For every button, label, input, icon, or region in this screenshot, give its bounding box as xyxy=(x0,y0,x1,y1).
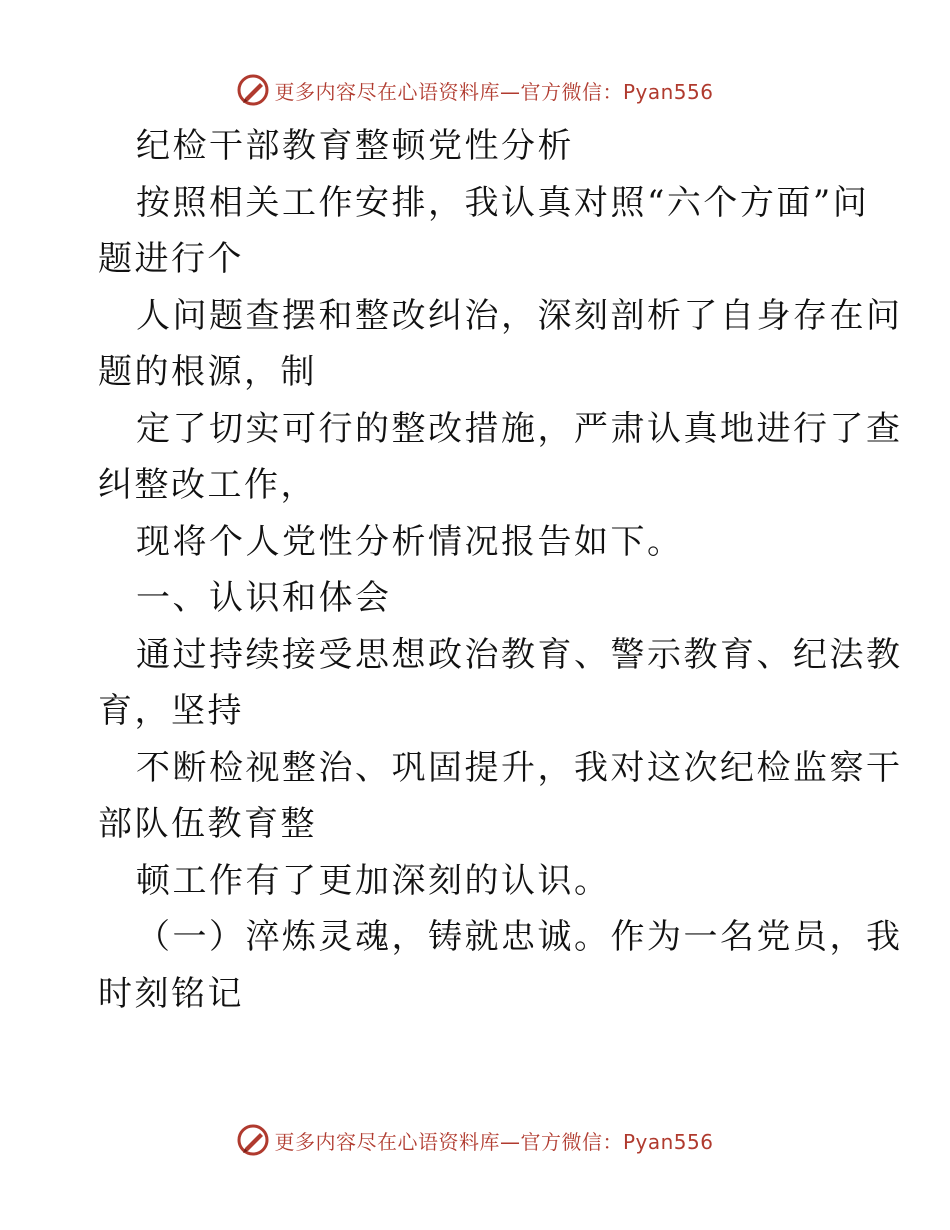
text-line: 人问题查摆和整改纠治，深刻剖析了自身存在问 xyxy=(136,295,903,336)
pen-logo-icon xyxy=(236,1123,270,1157)
text-line: （一）淬炼灵魂，铸就忠诚。作为一名党员，我 xyxy=(136,917,903,957)
watermark-text: 更多内容尽在心语资料库—官方微信：Pyan556 xyxy=(274,79,714,104)
text-line: 不断检视整治、巩固提升，我对这次纪检监察干 xyxy=(136,747,903,788)
watermark-footer xyxy=(0,1118,950,1162)
document-title: 纪检干部教育整顿党性分析 xyxy=(136,126,574,166)
watermark-header xyxy=(0,68,950,112)
text-line: 通过持续接受思想政治教育、警示教育、纪法教 xyxy=(136,634,903,675)
pen-logo-icon xyxy=(236,73,270,107)
text-line: 一、认识和体会 xyxy=(136,578,392,618)
text-line: 现将个人党性分析情况报告如下。 xyxy=(136,521,684,562)
text-line: 时刻铭记 xyxy=(98,973,244,1014)
text-line: 按照相关工作安排，我认真对照“六个方面”问 xyxy=(136,182,870,223)
text-line: 题进行个 xyxy=(98,239,244,279)
text-line: 顿工作有了更加深刻的认识。 xyxy=(136,860,611,901)
text-line: 育，坚持 xyxy=(98,691,244,731)
document-body xyxy=(98,118,903,1022)
watermark-text: 更多内容尽在心语资料库—官方微信：Pyan556 xyxy=(274,1129,714,1154)
text-line: 题的根源，制 xyxy=(98,352,317,392)
text-line: 定了切实可行的整改措施，严肃认真地进行了查 xyxy=(136,408,903,449)
text-line: 部队伍教育整 xyxy=(98,804,317,844)
text-line: 纠整改工作， xyxy=(98,465,317,505)
